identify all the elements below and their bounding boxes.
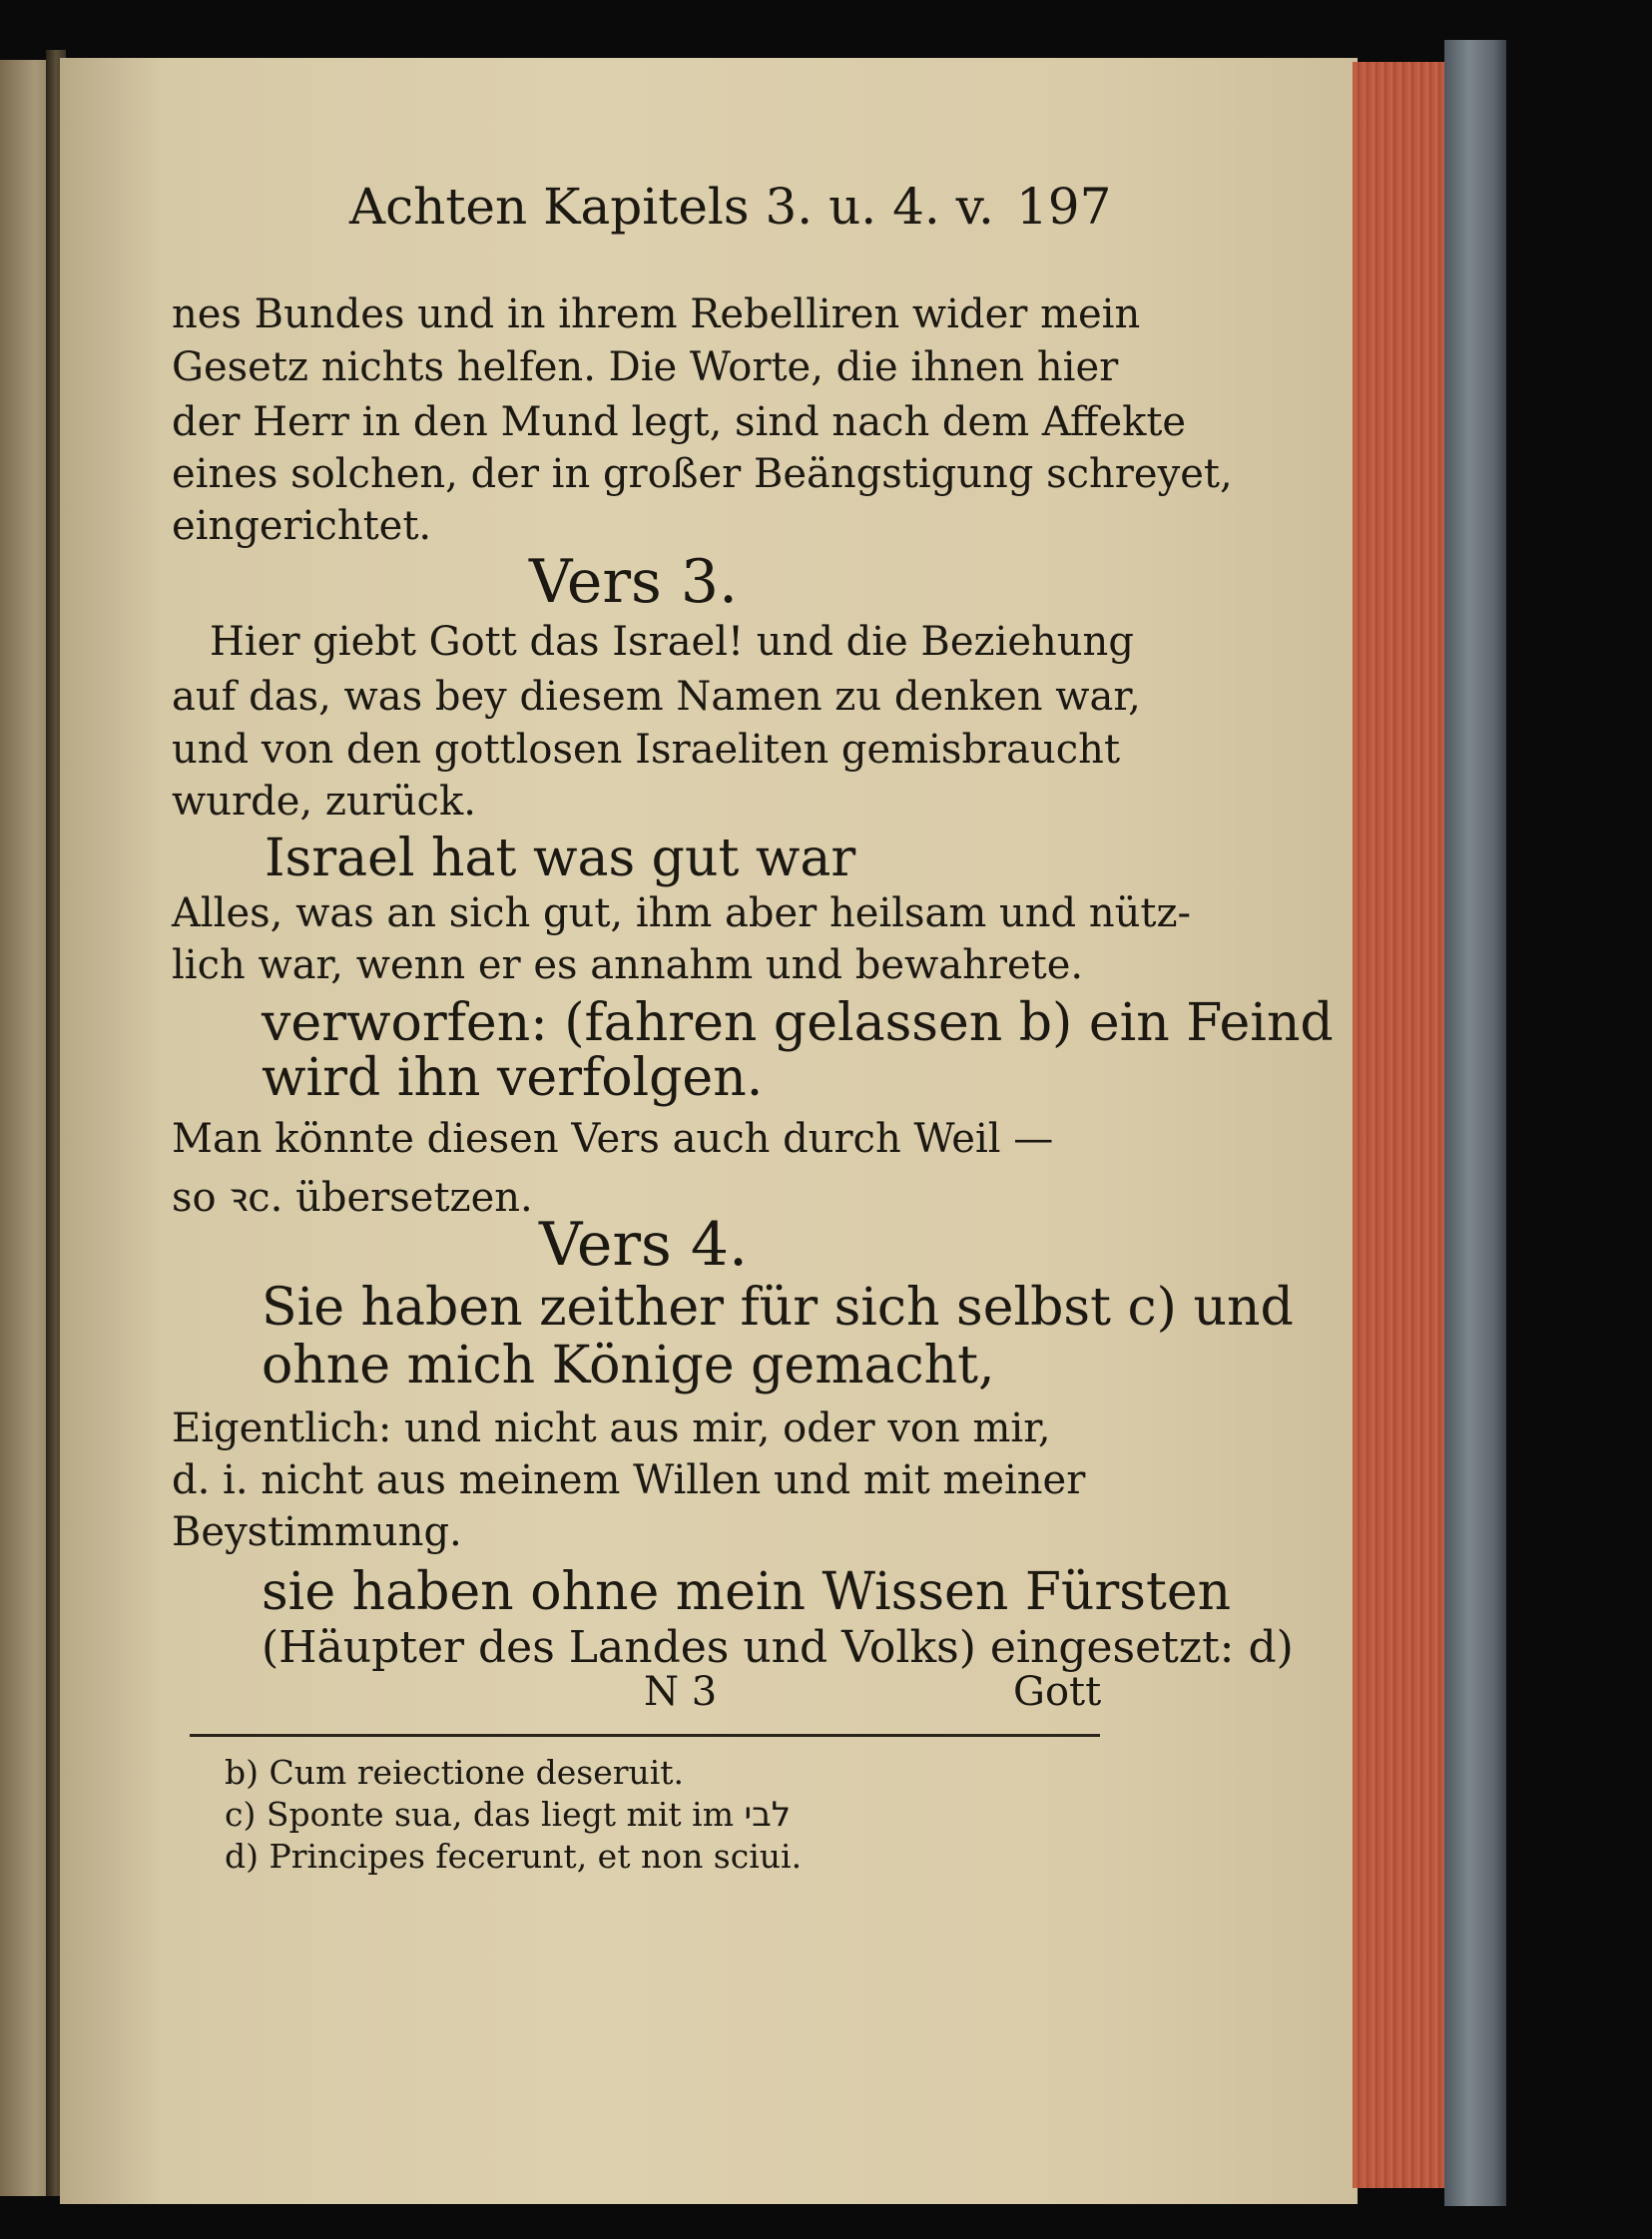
verse-heading: Vers 4. — [539, 1210, 749, 1280]
catchword: Gott — [1013, 1669, 1102, 1715]
text-line: Eigentlich: und nicht aus mir, oder von mir, — [172, 1405, 1051, 1451]
scripture-line: ohne mich Könige gemacht, — [262, 1336, 995, 1396]
footnote-rule — [190, 1734, 1100, 1737]
text-line: Alles, was an sich gut, ihm aber heilsam und nütz- — [172, 890, 1192, 936]
text-line: auf das, was bey diesem Namen zu denken war, — [172, 674, 1141, 720]
footnote: d) Principes fecerunt, et non sciui. — [225, 1837, 803, 1876]
text-line: eines solchen, der in großer Beängstigung schreyet, — [172, 451, 1233, 497]
footnote — [225, 1795, 791, 1835]
text-line: der Herr in den Mund legt, sind nach dem Affekte — [172, 399, 1187, 445]
scripture-line: sie haben ohne mein Wissen Fürsten — [262, 1562, 1232, 1622]
page-edges — [1353, 62, 1448, 2188]
scripture-line: verworfen: (fahren gelassen b) ein Feind — [262, 993, 1334, 1053]
text-line: Hier giebt Gott das Israel! und die Beziehung — [210, 619, 1134, 665]
scripture-line: wird ihn verfolgen. — [262, 1048, 764, 1108]
running-title: Achten Kapitels 3. u. 4. v. — [349, 178, 994, 236]
signature-mark: N 3 — [644, 1669, 718, 1715]
text-line: Gesetz nichts helfen. Die Worte, die ihnen hier — [172, 344, 1119, 390]
text-line: lich war, wenn er es annahm und bewahrete. — [172, 942, 1084, 988]
scripture-line: Israel hat was gut war — [265, 829, 856, 888]
text-line: wurde, zurück. — [172, 779, 476, 825]
text-line: Beystimmung. — [172, 1509, 462, 1555]
book-cover — [1444, 40, 1506, 2206]
text-line: eingerichtet. — [172, 503, 432, 549]
text-line: Man könnte diesen Vers auch durch Weil — — [172, 1116, 1054, 1162]
text-line: und von den gottlosen Israeliten gemisbraucht — [172, 727, 1121, 773]
page-number: 197 — [1016, 178, 1112, 236]
footnote-text: c) Sponte sua, das liegt mit im — [225, 1795, 735, 1834]
text-line: so ꝛc. übersetzen. — [172, 1175, 533, 1221]
scripture-line: Sie haben zeither für sich selbst c) und — [262, 1278, 1294, 1338]
hebrew-word: לבי — [744, 1795, 792, 1835]
text-line: nes Bundes und in ihrem Rebelliren wider mein — [172, 291, 1141, 337]
footnote: b) Cum reiectione deseruit. — [225, 1753, 685, 1792]
scripture-line: (Häupter des Landes und Volks) eingesetzt: d) — [262, 1622, 1294, 1673]
verse-heading: Vers 3. — [529, 547, 739, 617]
text-line: d. i. nicht aus meinem Willen und mit meiner — [172, 1457, 1086, 1503]
